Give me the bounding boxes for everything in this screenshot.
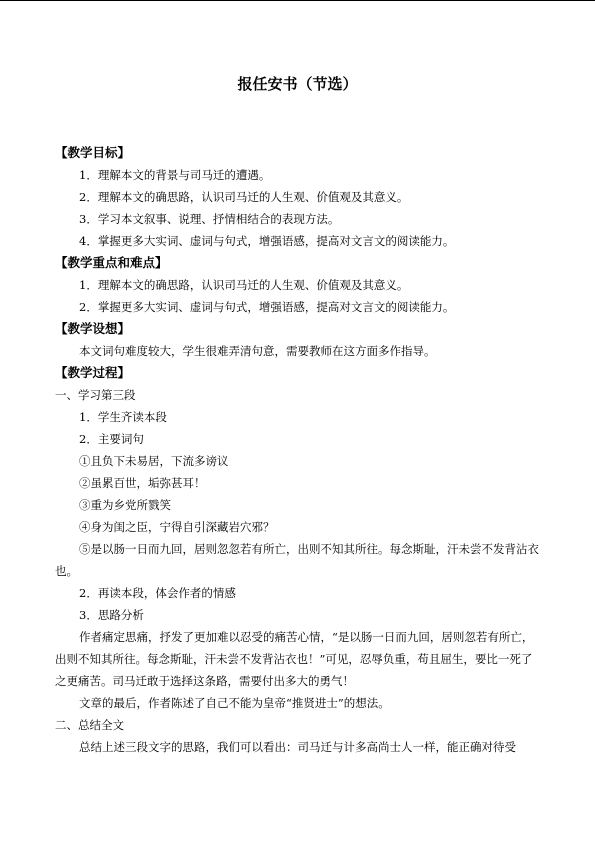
phrase-item: ④身为闺之臣，宁得自引深藏岩穴邪？	[79, 520, 275, 534]
phrase-item: ②虽累百世，垢弥甚耳！	[79, 476, 206, 490]
list-item: 1．理解本文的确思路，认识司马迁的人生观、价值观及其意义。	[79, 278, 409, 292]
list-item: 3．学习本文叙事、说理、抒情相结合的表现方法。	[79, 212, 340, 226]
section-heading-goals: 【教学目标】	[55, 145, 131, 160]
list-item: 2．掌握更多大实词、虚词与句式，增强语感，提高对文言文的阅读能力。	[79, 300, 455, 314]
phrase-item-5: ⑤是以肠一日而九回，居则忽忽若有所亡，出则不知其所往。每念斯耻，汗未尝不发背沾衣也。	[55, 542, 539, 578]
analysis-paragraph: 作者痛定思痛，抒发了更加难以忍受的痛苦心情，“是以肠一日而九回，居则忽若有所亡，出则不知其所往。每念斯耻，汗未尝不发背沾衣也！”可见，忍辱负重，苟且屈生，要比一死了之更痛苦。司马迁敢于选择这条路，需要付出多大的勇气！	[55, 630, 534, 688]
top-border-line	[0, 0, 595, 1]
phrase-item: ①且负下未易居，下流多谤议	[79, 454, 229, 468]
section-heading-idea: 【教学设想】	[55, 321, 131, 336]
phrase-item: ③重为乡党所戮笑	[79, 498, 171, 512]
step-item: 2．再读本段，体会作者的情感	[79, 586, 236, 600]
list-item: 4．掌握更多大实词、虚词与句式，增强语感，提高对文言文的阅读能力。	[79, 234, 455, 248]
step-item: 2．主要词句	[79, 432, 144, 446]
section-heading-process: 【教学过程】	[55, 365, 131, 380]
page-title: 报任安书（节选）	[237, 75, 358, 93]
list-item: 2．理解本文的确思路，认识司马迁的人生观、价值观及其意义。	[79, 190, 409, 204]
document-body	[55, 142, 540, 758]
step-item: 3．思路分析	[79, 608, 144, 622]
analysis-paragraph-2: 文章的最后，作者陈述了自己不能为皇帝“推贤进士”的想法。	[79, 696, 390, 710]
part-heading-2: 二、总结全文	[55, 718, 124, 732]
step-item: 1．学生齐读本段	[79, 410, 167, 424]
list-item: 1．理解本文的背景与司马迁的遭遇。	[79, 168, 271, 182]
summary-paragraph: 总结上述三段文字的思路，我们可以看出：司马迁与计多高尚士人一样，能正确对待受	[79, 740, 516, 754]
idea-paragraph: 本文词句难度较大，学生很难弄清句意，需要教师在这方面多作指导。	[79, 344, 436, 358]
section-heading-keypoints: 【教学重点和难点】	[55, 255, 168, 270]
part-heading-1: 一、学习第三段	[55, 388, 136, 402]
